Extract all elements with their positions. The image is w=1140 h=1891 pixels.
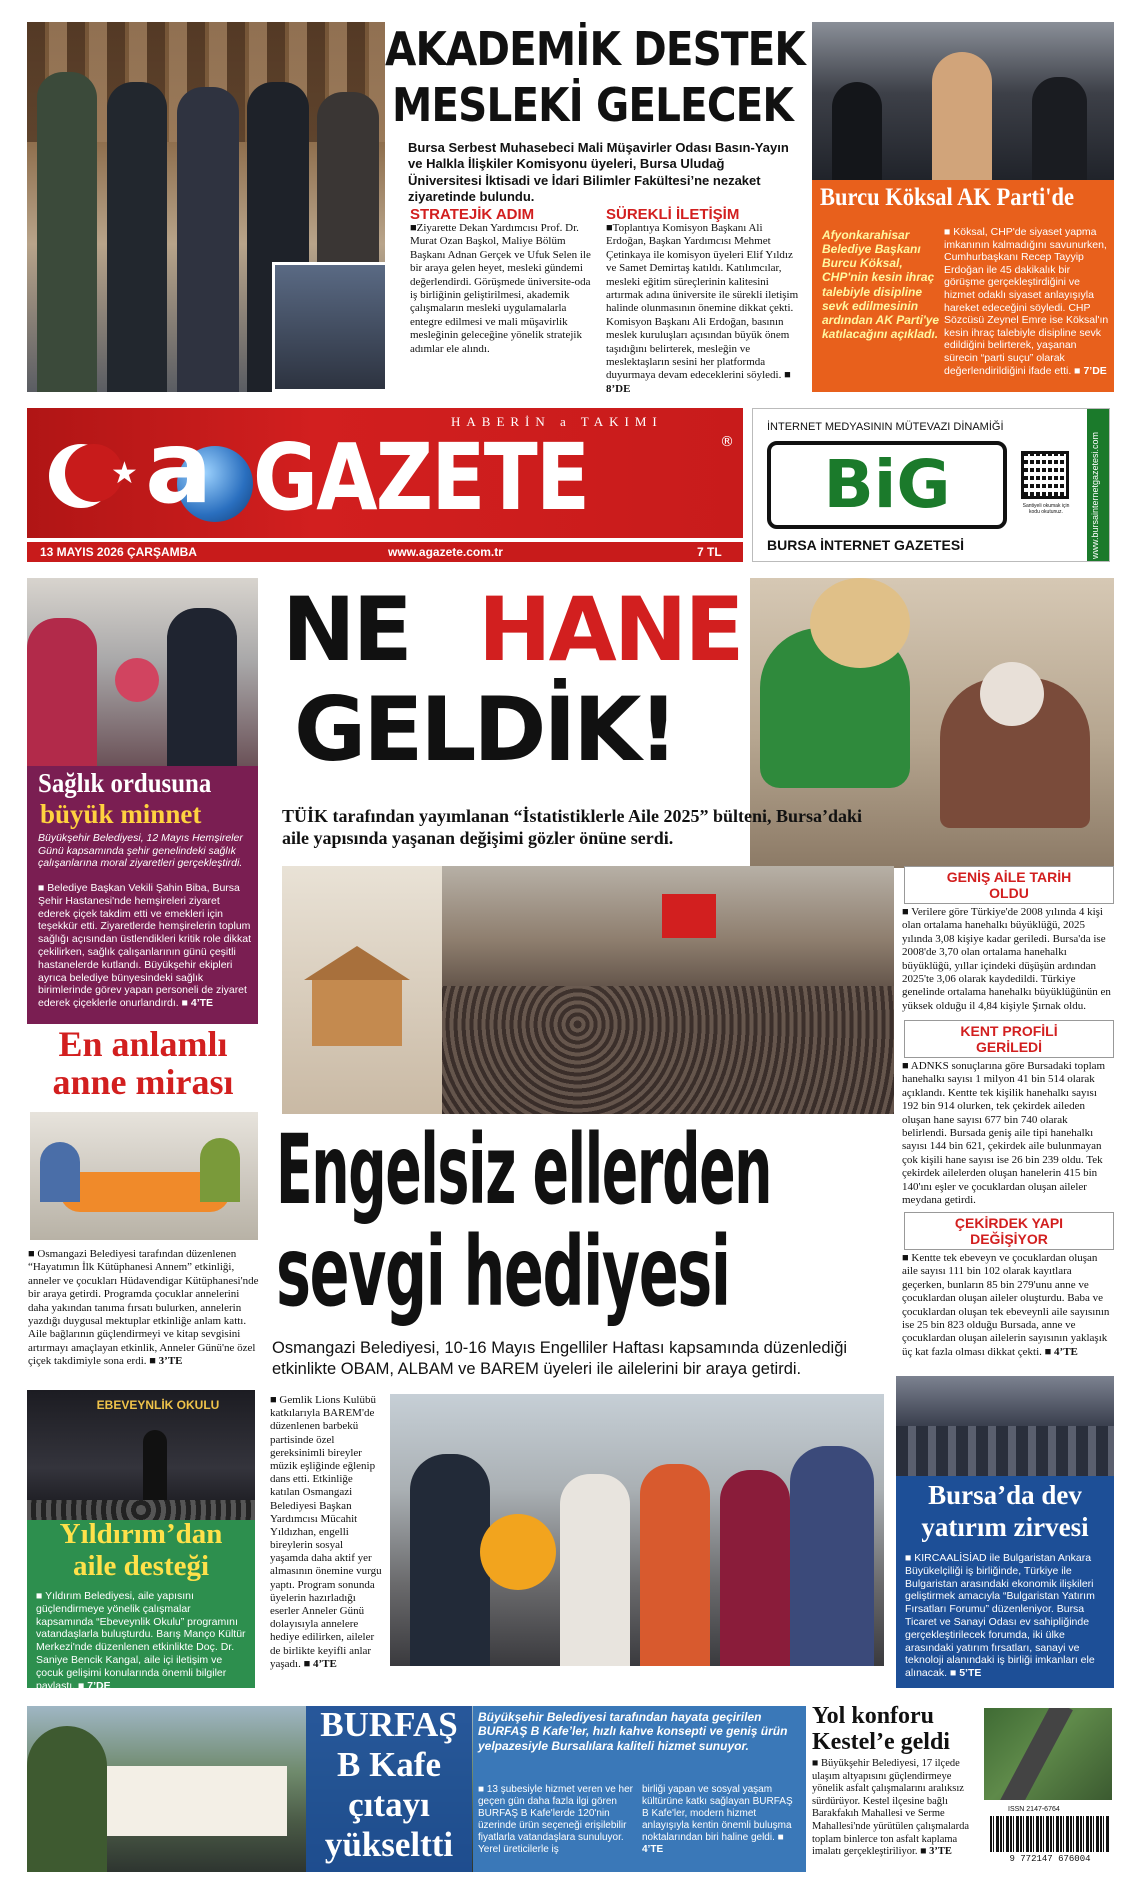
top-deck: Bursa Serbest Muhasebeci Mali Müşavirler Odası Basın-Yayın ve Halkla İlişkiler Komisyonu üyeleri, Bursa Uludağ Üniversitesi İktisadi ve İdari Bilimler Fakültesi’ne nezaket ziyaretinde bulundu. xyxy=(408,140,789,204)
yatirim-text: ■ KIRCAALİSİAD ile Bulgaristan Ankara Büyükelçiliği iş birliğinde, Türkiye ile Bulgaristan arasındaki ekonomik ilişkileri geliştirmek amacıyla “Bulgaristan Yatırım Fırsatları Forumu” düzenleniyor. Bursa Ticaret ve Sanayi Odası ev sahipliğinde gerçekleştirilecek forumda, iki ülke arasındaki yatırım fırsatları, sanayi ve teknoloji alanındaki iş birliği imkanları ele alınacak. ■ 5’TE xyxy=(905,1552,1095,1680)
anne-title2: anne mirası xyxy=(52,1062,234,1102)
burfas-deck: Büyükşehir Belediyesi tarafından hayata geçirilen BURFAŞ B Kafe’ler, hızlı kahve konsepti ve geniş ürün yelpazesiyle Bursalılara kaliteli hizmet sunuyor. xyxy=(478,1710,788,1753)
yildirim-title2: aile desteği xyxy=(72,1550,210,1582)
yatirim-title2: yatırım zirvesi xyxy=(921,1512,1089,1542)
masthead-price: 7 TL xyxy=(697,545,722,559)
yatirim-title1: Bursa’da dev xyxy=(928,1480,1082,1510)
top-headline-line2: MESLEKİ GELECEK xyxy=(392,78,793,132)
engelsiz-deck: Osmangazi Belediyesi, 10-16 Mayıs Engelliler Haftası kapsamında düzenlediği etkinlikte OBAM, ALBAM ve BAREM üyeleri ile ailelerini bir araya getirdi. xyxy=(272,1339,848,1379)
big-logo: BiG xyxy=(767,441,1007,529)
koksal-right-text: ■ Köksal, CHP'de siyaset yapma imkanının kalmadığını savunurken, Cumhurbaşkanı Recep Tayyip Erdoğan ile 45 dakikalık bir görüşme gerçekleştirdiğini ve hizmet odaklı siyaset anlayışıyla hareket edeceğini söyledi. CHP Sözcüsü Zeynel Emre ise Köksal'ın kesin ihraç talebiyle disipline sevk edildiğini belirterek, yaşanan sürecin “parti suçu” olarak değerlendirildiğini ifade etti. ■ 7’DE xyxy=(944,226,1109,377)
hane-photo-crowd xyxy=(282,866,894,1114)
kestel-title1: Yol konforu xyxy=(812,1703,935,1729)
barcode-icon xyxy=(990,1816,1110,1852)
big-bottom-text: BURSA İNTERNET GAZETESİ xyxy=(767,537,965,553)
logo-word: GAZETE xyxy=(253,424,589,531)
saglik-text: ■ Belediye Başkan Vekili Şahin Biba, Bursa Şehir Hastanesi'nde hemşireleri ziyaret ederek çiçek takdim etti ve emekleri için teşekkür etti. Ziyaretlerde hemşirelerin toplum sağlığı açısından üstlendikleri kritik role dikkat çekilirken, sağlık çalışanlarının günü çeşitli hastanelerde kutlandı. Büyükşehir ekipleri ayrıca belediye bünyesindeki sağlık birimlerinde görev yapan personeli de ziyaret ederek çiçeklerle onurlandırdı. ■ 4’TE xyxy=(38,882,252,1010)
hane-word1: NE xyxy=(282,578,410,681)
burfas-title1: BURFAŞ xyxy=(320,1705,458,1744)
masthead-tagline: HABERİN a TAKIMI xyxy=(451,414,663,429)
barcode-number: 9 772147 676004 xyxy=(1009,1854,1091,1864)
masthead-date: 13 MAYIS 2026 ÇARŞAMBA xyxy=(40,545,197,559)
qr-code-icon xyxy=(1021,451,1069,499)
yildirim-photo xyxy=(27,1390,255,1520)
anne-text: ■ Osmangazi Belediyesi tarafından düzenlenen “Hayatımın İlk Kütüphanesi Annem” etkinliği, anneler ve çocukları Hüdavendigar Kütüphanesi'nde bir araya getirdi. Programda çocuklar annelerini daha yakından tanıma fırsatı bulurken, annelerin yazdığı duygusal mektuplar etkinliğe anlam kattı. Aile bağlarının güçlendirmeyi ve kitap sevgisini artırmayı amaçlayan etkinlik, Anneler Günü'ne özel çiçek takdimiyle sona erdi. ■ 3’TE xyxy=(28,1248,259,1368)
burfas-title4: yükseltti xyxy=(324,1825,454,1864)
top-group-photo xyxy=(27,22,385,392)
kestel-issn: ISSN 2147-6764 xyxy=(1008,1806,1060,1813)
burfas-text1: ■ 13 şubesiyle hizmet veren ve her geçen gün daha fazla ilgi gören BURFAŞ B Kafe'lerde 120'nin üzerinde ürün seçeneği erişilebilir fiyatlarla vatandaşlara sunuluyor. Yerel üreticilerle iş xyxy=(478,1784,634,1855)
saglik-photo xyxy=(27,578,258,766)
burfas-title2: B Kafe xyxy=(336,1745,441,1784)
masthead: ★ HABERİN a TAKIMI a GAZETE ® xyxy=(27,408,743,538)
anne-title1: En anlamlı xyxy=(58,1024,228,1064)
top-headline-line1: AKADEMİK DESTEK xyxy=(385,22,805,76)
masthead-website[interactable]: www.agazete.com.tr xyxy=(388,545,503,559)
engelsiz-line1: Engelsiz ellerden xyxy=(276,1114,772,1226)
top-col2-head: SÜREKLİ İLETİŞİM xyxy=(606,206,740,223)
burfas-text2: birliği yapan ve sosyal yaşam kültürüne katkı sağlayan BURFAŞ B Kafe'ler, modern hizmet anlayışıyla kentin önemli buluşma noktalarından biri haline geldi. ■ 4’TE xyxy=(642,1784,793,1855)
big-ad[interactable] xyxy=(752,408,1110,562)
yildirim-banner: EBEVEYNLİK OKULU xyxy=(96,1398,220,1412)
anne-photo xyxy=(30,1112,258,1240)
saglik-title2: büyük minnet xyxy=(40,799,202,829)
koksal-left-text: Afyonkarahisar Belediye Başkanı Burcu Köksal, CHP'nin kesin ihraç talebiyle disipline sevk edilmesinin ardından AK Parti'ye katılacağını açıkladı. xyxy=(822,228,940,342)
hane-word2: HANE xyxy=(478,578,742,681)
registered-mark: ® xyxy=(720,434,734,450)
koksal-title: Burcu Köksal AK Parti'de xyxy=(820,184,1074,211)
big-top-text: İNTERNET MEDYASININ MÜTEVAZI DİNAMİĞİ xyxy=(767,421,1004,433)
hane-head2: KENT PROFİLİ GERİLEDİ xyxy=(904,1020,1114,1058)
hane-text3: ■ Kentte tek ebeveyn ve çocuklardan oluşan aile sayısı 111 bin 102 olarak kayıtlara geçerken, bunların 85 bin 279'unu anne ve çocuklardan oluşan aileler oluşturdu. Baba ve çocuklardan oluşan tek ebeveynli aile sayısının ise 25 bin 823 olduğu Bursada, anne ve çocuklardan oluşan ailelerin sayısının yaklaşık üç kat fazla olması dikkat çekti. ■ 4’TE xyxy=(902,1252,1110,1358)
top-col2-text: ■ Toplantıya Komisyon Başkanı Ali Erdoğan, Başkan Yardımcısı Mehmet Çetinkaya ile komisyon üyeleri Elif Yıldız ve Samet Demirtaş katıldı. Katılımcılar, mesleki eğitim süreçlerinin kalitesini artırmak adına üniversite ile sürekli iletişim halinde olunmasının önemine dikkat çekti. Komisyon Başkanı Ali Erdoğan, basının meslek kuruluşları açısından büyük önem taşıdığını belirterek, mesleğin ve meslektaşların sesini her platformda duyurmaya devam edeceklerini söyledi. ■ 8’DE xyxy=(606,222,802,396)
big-side-text[interactable]: www.bursainternetgazetesi.com xyxy=(1090,431,1100,559)
burfas-title3: çıtayı xyxy=(348,1785,430,1824)
koksal-photo xyxy=(812,22,1114,180)
saglik-deck: Büyükşehir Belediyesi, 12 Mayıs Hemşireler Günü kapsamında şehir genelindeki sağlık çalışanlarına moral ziyaretleri gerçekleştirdi. xyxy=(38,832,243,870)
hane-text2: ■ ADNKS sonuçlarına göre Bursadaki toplam hanehalkı sayısı 1 milyon 41 bin 514 olarak açıklandı. Kentte tek kişilik hanehalkı sayısı 192 bin 914 olurken, tek çekirdek aileden oluşan hane sayısı 677 bin 740 olarak belirlendi. Bursada geniş aile tipi hanehalkı sayısı 144 bin 621, çekirdek aile bulunmayan çok kişili hane sayısı ise 26 bin 239 oldu. Tek çekirdek ailelerden oluşan hanelerin 415 bin 140'ını eşler ve çocuklardan oluşan aileler meydana getirdi. xyxy=(902,1060,1106,1207)
kestel-title2: Kestel’e geldi xyxy=(812,1729,950,1755)
yatirim-photo xyxy=(896,1376,1114,1476)
kestel-photo xyxy=(984,1708,1112,1800)
hane-head1: GENİŞ AİLE TARİH OLDU xyxy=(904,866,1114,904)
hane-deck: TÜİK tarafından yayımlanan “İstatistiklerle Aile 2025” bülteni, Bursa’daki aile yapısında yaşanan değişimi gözler önüne serdi. xyxy=(282,806,863,848)
logo-a: a xyxy=(145,409,213,526)
yildirim-title1: Yıldırım’dan xyxy=(59,1518,223,1550)
hane-text1: ■ Verilere göre Türkiye'de 2008 yılında 4 kişi olan ortalama hanehalkı büyüklüğü, 2025 yılında 3,08 kişiye kadar geriledi. Bursa'da ise 2008'de 3,70 olan ortalama hanehalkı büyüklüğü, yıllar içindeki düşüşün ardından 2025'te 3,06 olarak kaydedildi. Türkiye genelinde ortalama hanehalkı büyüklüğünün en yüksek olduğu il 4,84 kişiyle Şırnak oldu. xyxy=(902,906,1111,1012)
engelsiz-line2: sevgi hediyesi xyxy=(276,1216,730,1328)
yildirim-text: ■ Yıldırım Belediyesi, aile yapısını güçlendirmeye yönelik çalışmalar kapsamında “Ebeveynlik Okulu” programını vatandaşlarla buluşturdu. Barış Manço Kültür Merkezi'nde düzenlenen etkinlikte Doç. Dr. Saniye Bencik Kangal, aile içi iletişim ve çocuk gelişimi konularında önemli bilgiler paylaştı. ■ 7’DE xyxy=(36,1590,246,1692)
top-col1-head: STRATEJİK ADIM xyxy=(410,206,535,223)
engelsiz-text: ■ Gemlik Lions Kulübü katkılarıyla BAREM'de düzenlenen barbekü partisinde özel gereksinimli bireyler müzik eşliğinde eğlenip dans etti. Etkinliğe katılan Osmangazi Belediyesi Başkan Yardımcısı Mücahit Yıldızhan, engelli bireylerin sosyal yaşamda daha aktif yer almasının önemine vurgu yaptı. Program sonunda üyelerin hazırladığı eserler Anneler Günü dolayısıyla annelere hediye edilirken, aileler de birlikte keyifli anlar yaşadı. ■ 4’TE xyxy=(270,1394,382,1670)
qr-caption: Santiyeli okumak için kodu okutunuz. xyxy=(1022,503,1070,515)
top-col1-text: ■ Ziyarette Dekan Yardımcısı Prof. Dr. Murat Ozan Başkol, Maliye Bölüm Başkanı Adnan Gerçek ve Ufuk Selen ile bir araya gelen heyet, mesleki gündemi değerlendirdi. Görüşmede üniversite-oda iş birliğinin geliştirilmesi, akademik çalışmaların mesleki uygulamalarla entegre edilmesi ve mali müşavirlik mesleğinin geleceğine yönelik stratejik adımlar ele alındı. xyxy=(410,222,592,356)
engelsiz-photo xyxy=(390,1394,884,1666)
hane-word3: GELDİK! xyxy=(294,678,676,781)
saglik-title1: Sağlık ordusuna xyxy=(38,768,212,798)
hane-head3: ÇEKİRDEK YAPI DEĞİŞİYOR xyxy=(904,1212,1114,1250)
kestel-text: ■ Büyükşehir Belediyesi, 17 ilçede ulaşım altyapısını güçlendirmeye yönelik asfalt çalışmalarını aralıksız sürdürüyor. Kestel ilçesine bağlı Barakfakıh Mahallesi ve Serme Mahallesi'nde yürütülen çalışmalarda toplam binlerce ton asfalt kaplama imalatı gerçekleştiriliyor. ■ 3’TE xyxy=(812,1758,970,1858)
